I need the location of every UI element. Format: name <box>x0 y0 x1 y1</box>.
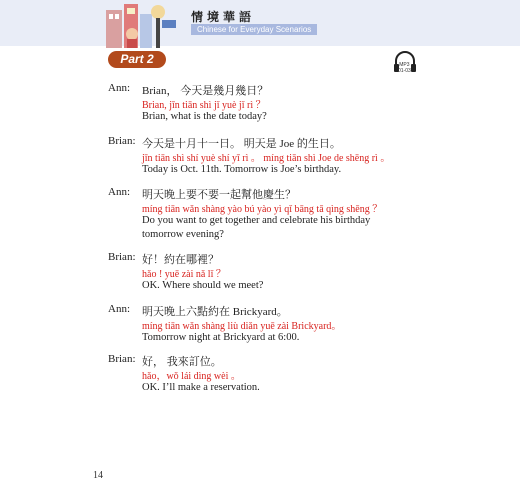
english-translation: OK. I’ll make a reservation. <box>142 382 260 393</box>
page-header <box>0 0 520 46</box>
speaker-name: Brian: <box>108 135 136 147</box>
pinyin-text: jīn tiān shì shí yuè shí yī rì 。 míng tiān shì Joe de shēng rì 。 <box>142 153 391 164</box>
pinyin-text: Brian, jīn tiān shì jǐ yuè jǐ rì ？ <box>142 100 266 111</box>
pinyin-text: míng tiān wǎn shàng liù diǎn yuē zài Brickyard。 <box>142 321 342 332</box>
speaker-name: Ann: <box>108 186 130 198</box>
audio-track-label <box>398 62 411 74</box>
street-scene-illustration <box>100 0 180 48</box>
pinyin-text: hǎo ! yuē zài nǎ lǐ ？ <box>142 269 226 280</box>
english-translation: Today is Oct. 11th. Tomorrow is Joe’s birthday. <box>142 164 342 175</box>
english-translation: Tomorrow night at Brickyard at 6:00. <box>142 332 300 343</box>
english-translation: OK. Where should we meet? <box>142 280 264 291</box>
speaker-name: Ann: <box>108 82 130 94</box>
pinyin-text: hǎo，wǒ lái dìng wèi 。 <box>142 371 241 382</box>
chinese-text: 今天是十月十一日。 明天是 Joe 的生日。 <box>142 138 341 150</box>
english-line-1: Do you want to get together and celebrate his birthday <box>142 215 371 226</box>
chinese-text: 好！約在哪裡？ <box>142 254 219 266</box>
chinese-text: 明天晚上要不要一起幫他慶生？ <box>142 189 296 201</box>
speaker-name: Brian: <box>108 353 136 365</box>
part-badge: Part 2 <box>108 51 166 68</box>
speaker-name: Ann: <box>108 303 130 315</box>
header-title: 情境華語 <box>191 10 256 24</box>
english-translation: Brian, what is the date today? <box>142 111 267 122</box>
speaker-name: Brian: <box>108 251 136 263</box>
chinese-text: 好， 我來訂位。 <box>142 356 222 368</box>
header-subtitle: Chinese for Everyday Scenarios <box>191 24 317 35</box>
english-line-2: tomorrow evening? <box>142 229 224 240</box>
page-number: 14 <box>93 470 103 481</box>
english-translation <box>142 214 370 242</box>
pinyin-text: míng tiān wǎn shàng yào bú yào yì qǐ bāng tā qìng shēng ？ <box>142 204 383 215</box>
chinese-text: Brian， 今天是幾月幾日？ <box>142 85 269 97</box>
audio-format: MP3 <box>399 62 410 68</box>
chinese-text: 明天晚上六點約在 Brickyard。 <box>142 306 288 318</box>
audio-track-number: 01-03 <box>398 68 411 74</box>
